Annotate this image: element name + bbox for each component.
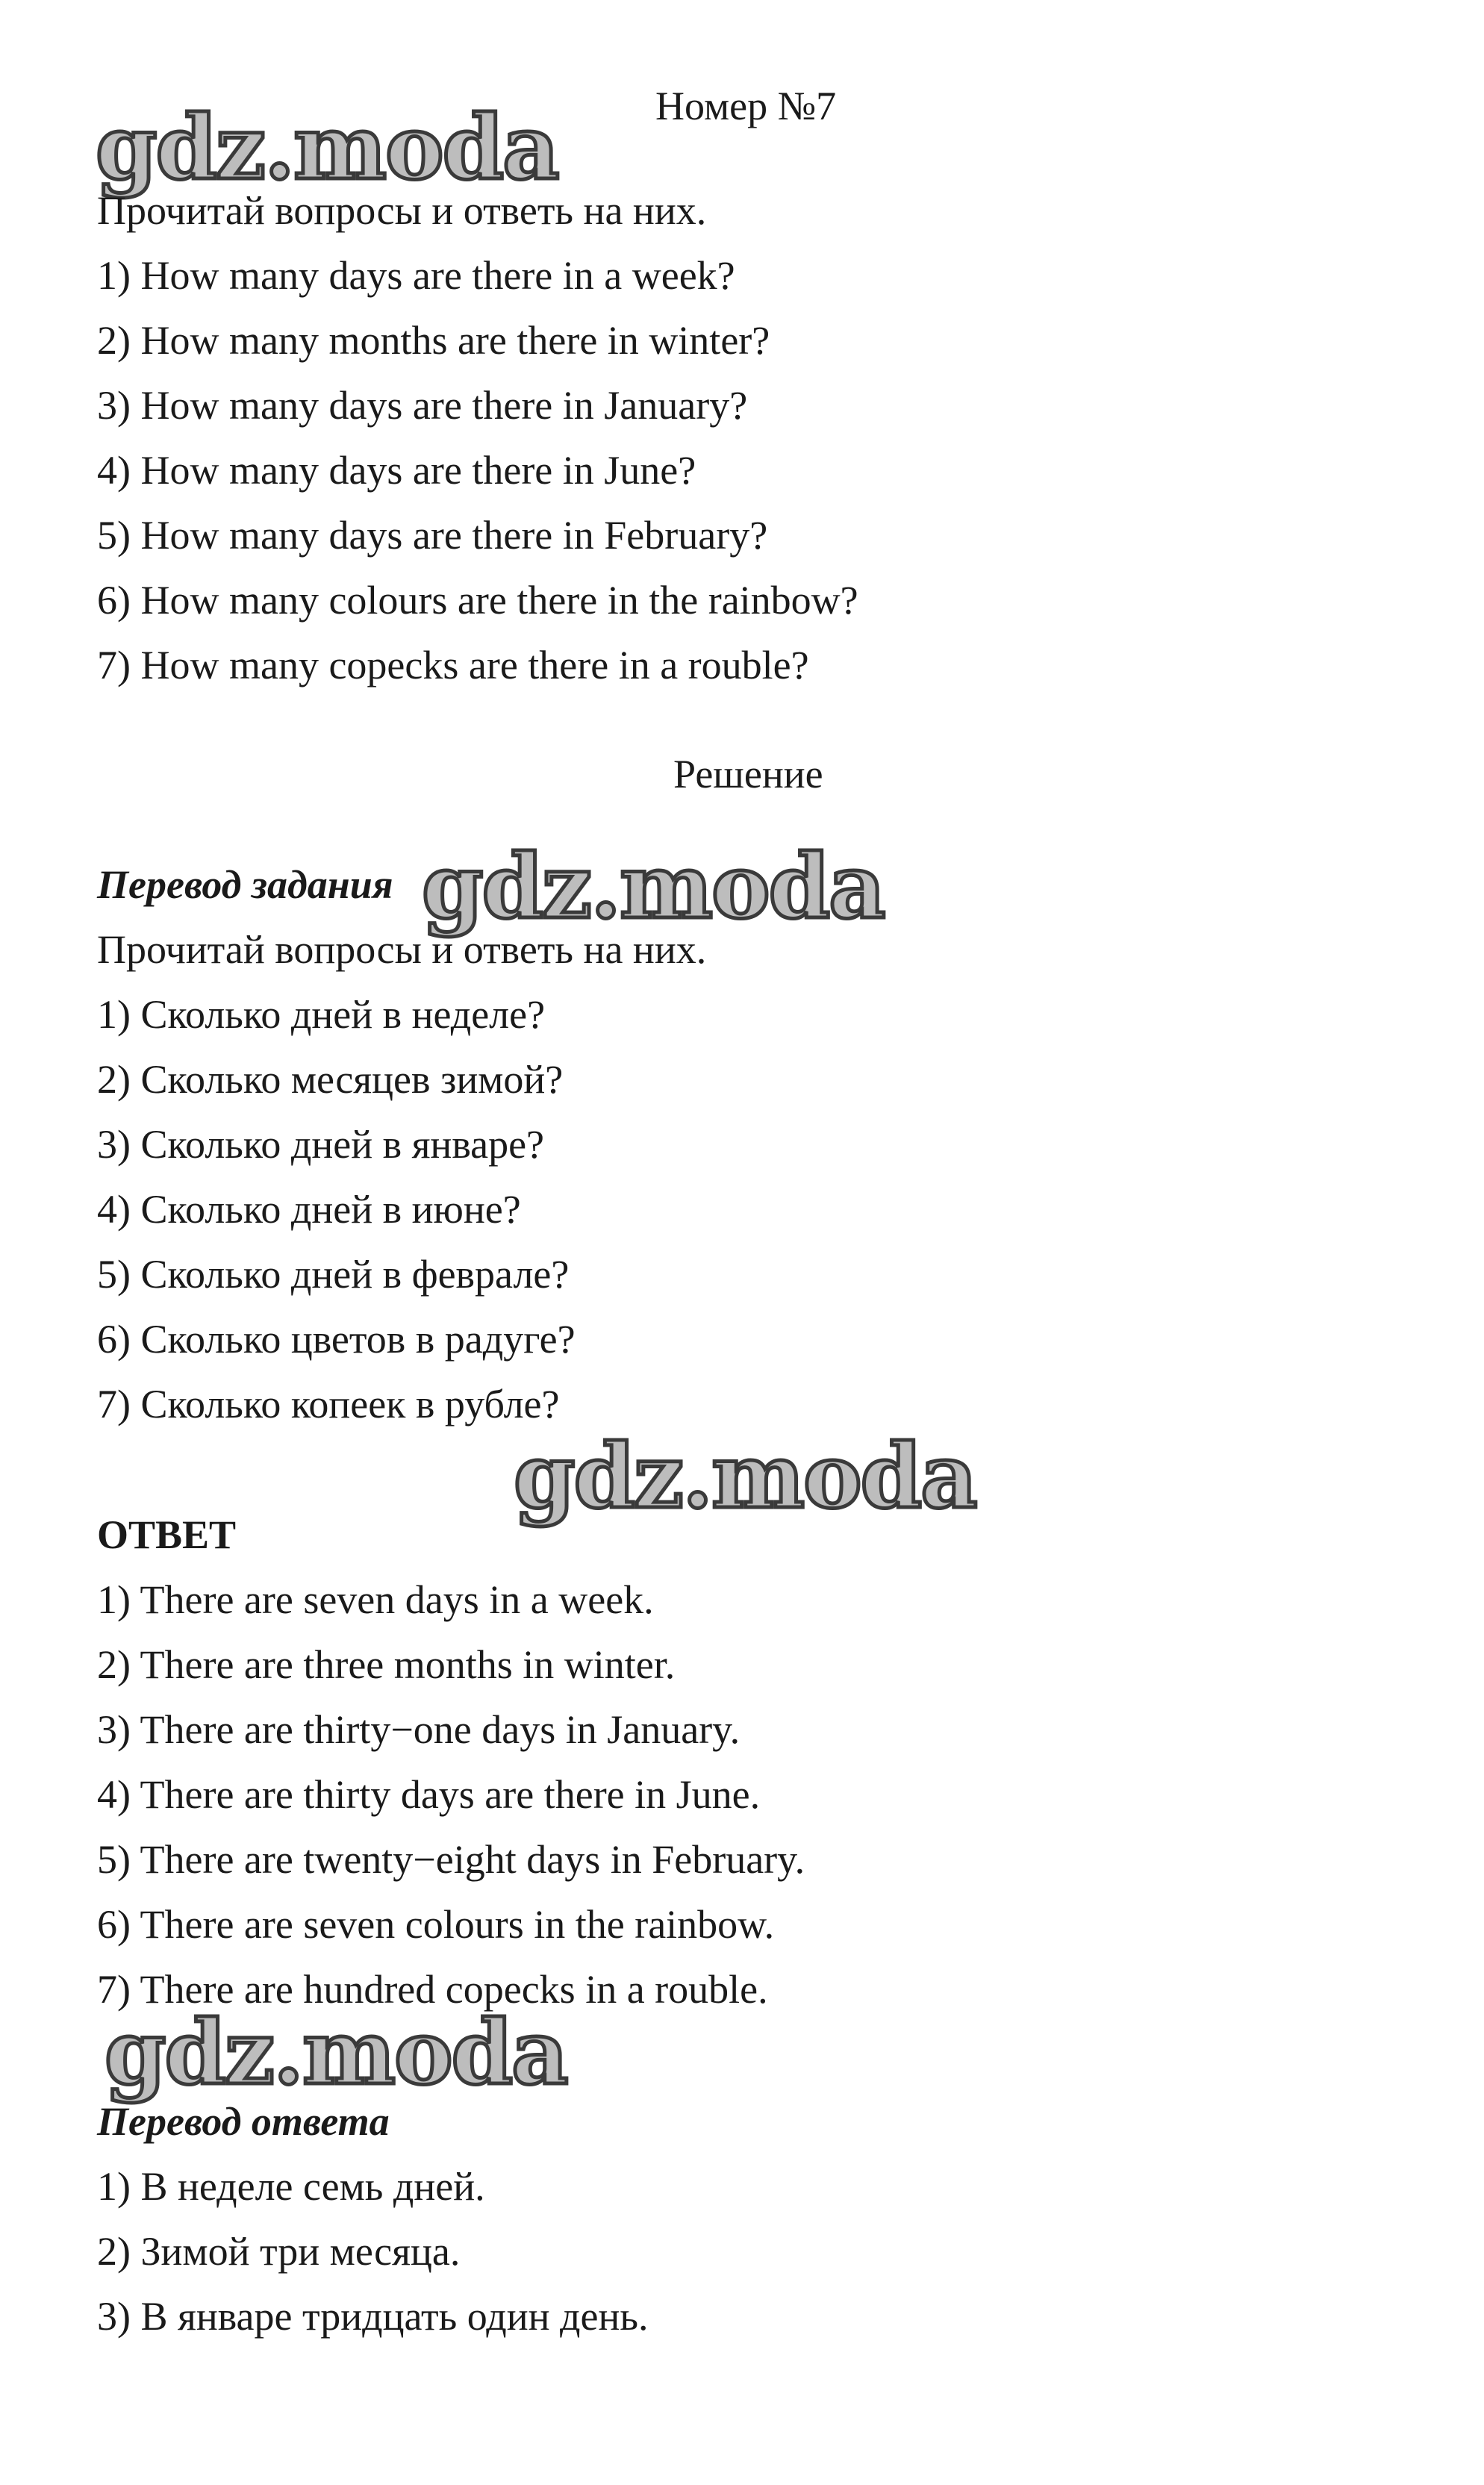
translation-question-2: 2) Сколько месяцев зимой? [97, 1057, 564, 1102]
answer-1: 1) There are seven days in a week. [97, 1577, 654, 1622]
question-1: 1) How many days are there in a week? [97, 253, 735, 298]
question-2: 2) How many months are there in winter? [97, 318, 770, 363]
answer-6: 6) There are seven colours in the rainbow. [97, 1902, 775, 1947]
answer-translation-1: 1) В неделе семь дней. [97, 2164, 485, 2209]
translation-question-1: 1) Сколько дней в неделе? [97, 992, 546, 1037]
answer-4: 4) There are thirty days are there in June. [97, 1772, 761, 1817]
question-6: 6) How many colours are there in the rainbow? [97, 578, 858, 623]
question-7: 7) How many copecks are there in a rouble? [97, 643, 809, 687]
page-title: Номер №7 [655, 84, 837, 128]
answer-heading: ОТВЕТ [97, 1512, 237, 1557]
answer-5: 5) There are twenty−eight days in February. [97, 1837, 805, 1882]
solution-title: Решение [673, 752, 823, 796]
translation-question-4: 4) Сколько дней в июне? [97, 1187, 521, 1232]
answer-translation-2: 2) Зимой три месяца. [97, 2229, 461, 2274]
watermark-logo: gdz.moda [422, 835, 885, 938]
task-instruction: Прочитай вопросы и ответь на них. [97, 188, 707, 233]
watermark-logo: gdz.moda [514, 1424, 976, 1528]
watermark-logo: gdz.moda [96, 96, 558, 199]
translation-question-5: 5) Сколько дней в феврале? [97, 1252, 570, 1297]
question-5: 5) How many days are there in February? [97, 513, 768, 558]
answer-translation-3: 3) В январе тридцать один день. [97, 2294, 649, 2339]
question-3: 3) How many days are there in January? [97, 383, 748, 428]
watermark-logo: gdz.moda [105, 2001, 567, 2104]
answer-translation-heading: Перевод ответа [97, 2099, 390, 2144]
question-4: 4) How many days are there in June? [97, 448, 696, 493]
translation-instruction: Прочитай вопросы и ответь на них. [97, 927, 707, 972]
translation-heading: Перевод задания [97, 862, 393, 907]
translation-question-3: 3) Сколько дней в январе? [97, 1122, 545, 1167]
translation-question-6: 6) Сколько цветов в радуге? [97, 1317, 576, 1362]
answer-7: 7) There are hundred copecks in a rouble. [97, 1967, 768, 2012]
translation-question-7: 7) Сколько копеек в рубле? [97, 1382, 560, 1427]
answer-2: 2) There are three months in winter. [97, 1642, 676, 1687]
answer-3: 3) There are thirty−one days in January. [97, 1707, 741, 1752]
